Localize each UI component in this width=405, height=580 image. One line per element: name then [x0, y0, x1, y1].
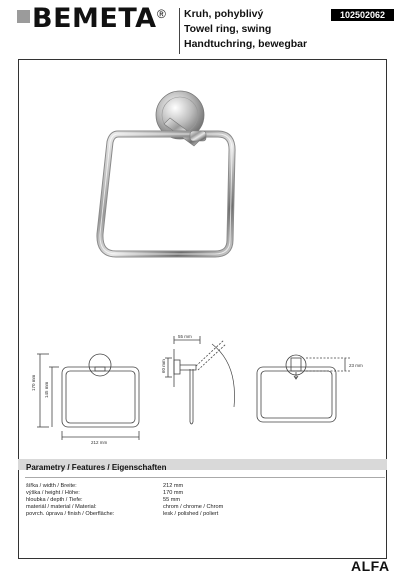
- spec-label-material: materiál / material / Material:: [26, 504, 97, 510]
- dim-front-height-total: 170 mm: [31, 374, 36, 391]
- spec-label-height: výška / height / Höhe:: [26, 490, 80, 496]
- features-divider: [25, 477, 385, 478]
- dim-side-height: 60 mm: [161, 359, 166, 373]
- spec-label-finish: povrch. úprava / finish / Oberfläche:: [26, 511, 115, 517]
- spec-value-width: 212 mm: [163, 483, 184, 489]
- title-de: Handtuchring, bewegbar: [184, 38, 308, 50]
- dim-side-depth: 55 mm: [178, 334, 192, 339]
- spec-label-width: šířka / width / Breite:: [26, 483, 77, 489]
- registered-mark: ®: [157, 7, 166, 21]
- spec-label-depth: hloubka / depth / Tiefe:: [26, 497, 83, 503]
- dim-front-width: 212 mm: [91, 440, 108, 445]
- title-en: Towel ring, swing: [184, 23, 272, 35]
- product-title: [184, 7, 307, 52]
- front-view-drawing: [25, 345, 145, 445]
- spec-value-material: chrom / chrome / Chrom: [163, 504, 224, 510]
- title-cs: Kruh, pohyblivý: [184, 8, 264, 20]
- series-name: ALFA: [351, 558, 390, 574]
- brand-logo: BEMETA: [32, 3, 157, 34]
- dim-front-height-ring: 145 mm: [44, 381, 49, 398]
- title-separator: [179, 8, 180, 54]
- spec-value-height: 170 mm: [163, 490, 184, 496]
- product-code: 102502062: [331, 9, 394, 21]
- dim-back-offset: 23 mm: [349, 363, 363, 368]
- side-view-drawing: [160, 332, 245, 442]
- back-view-drawing: [250, 345, 380, 440]
- spec-value-finish: lesk / polished / poliert: [163, 511, 219, 517]
- product-photo: [90, 82, 315, 272]
- spec-value-depth: 55 mm: [163, 497, 181, 503]
- features-title: Parametry / Features / Eigenschaften: [26, 463, 167, 472]
- brand-logo-square: [17, 10, 30, 23]
